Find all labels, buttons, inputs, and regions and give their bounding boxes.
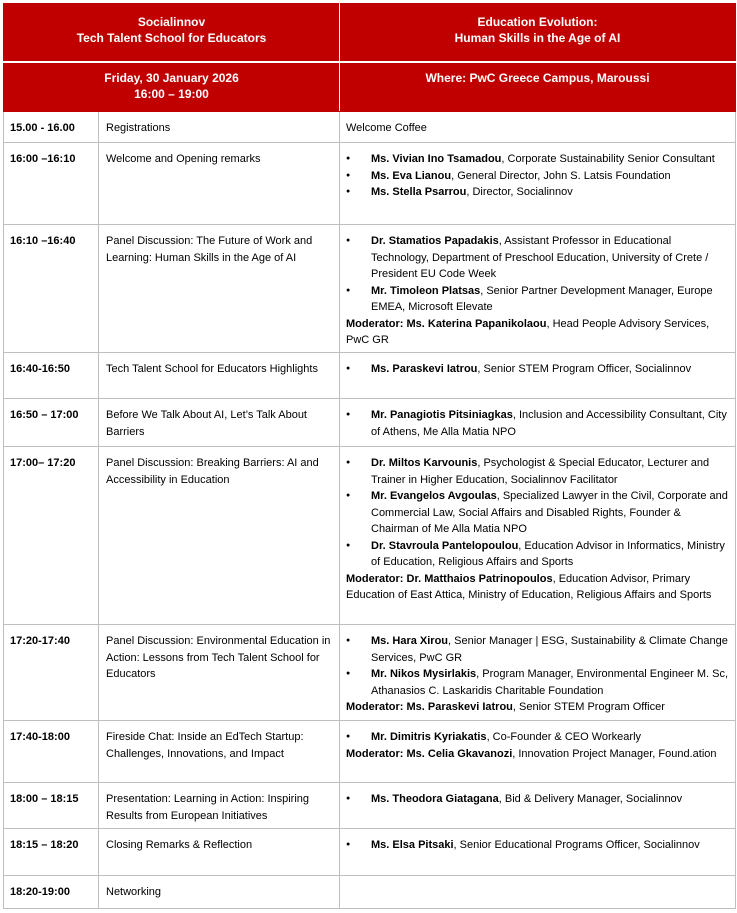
list-item xyxy=(346,455,729,488)
activity-cell: Networking xyxy=(99,876,340,909)
activity-cell: Before We Talk About AI, Let’s Talk About Barriers xyxy=(99,399,340,447)
table-row xyxy=(4,225,736,353)
header-row-date xyxy=(4,62,736,112)
moderator-name: Ms. Celia Gkavanozi xyxy=(406,747,513,760)
speaker-role: , Specialized Lawyer in the Civil, Corporate and Commercial Law, Social Affairs and Disabled Rights, Founder & Chairman of Me Alla Matia NPO xyxy=(371,490,728,535)
time-cell: 15.00 - 16.00 xyxy=(4,112,99,143)
table-row xyxy=(4,721,736,783)
list-item xyxy=(346,184,729,201)
moderator-label: Moderator: xyxy=(346,747,407,760)
list-item xyxy=(346,791,729,808)
activity-cell: Panel Discussion: Breaking Barriers: AI and Accessibility in Education xyxy=(99,447,340,625)
speaker-name: Ms. Hara Xirou xyxy=(371,635,449,647)
speakers-cell xyxy=(340,876,736,909)
list-item xyxy=(346,233,729,283)
time-cell: 18:00 – 18:15 xyxy=(4,783,99,829)
speaker-list xyxy=(346,407,729,440)
moderator-label: Moderator: xyxy=(346,572,407,585)
speaker-name: Dr. Stamatios Papadakis xyxy=(371,235,499,247)
list-item xyxy=(346,666,729,699)
speaker-role: , Senior Partner Development Manager, Europe EMEA, Microsoft Elevate xyxy=(371,284,713,313)
time-cell: 16:50 – 17:00 xyxy=(4,399,99,447)
speaker-name: Mr. Dimitris Kyriakatis xyxy=(371,731,487,743)
moderator-label: Moderator: xyxy=(346,317,407,330)
time-cell: 16:00 –16:10 xyxy=(4,143,99,225)
moderator-line xyxy=(346,746,729,763)
list-item xyxy=(346,488,729,538)
organizer-title-cell xyxy=(4,4,340,62)
speaker-role: , Education Advisor in Informatics, Ministry of Education, Religious Affairs and Sports xyxy=(371,539,725,568)
speaker-name: Ms. Elsa Pitsaki xyxy=(371,839,454,851)
list-item xyxy=(346,151,729,168)
speaker-list xyxy=(346,455,729,571)
time-cell: 17:40-18:00 xyxy=(4,721,99,783)
table-row xyxy=(4,783,736,829)
speakers-cell xyxy=(340,721,736,783)
speaker-name: Ms. Eva Lianou xyxy=(371,169,452,182)
list-item xyxy=(346,729,729,746)
moderator-label: Moderator: xyxy=(346,701,407,713)
event-title-cell xyxy=(340,4,736,62)
speaker-role: , Corporate Sustainability Senior Consultant xyxy=(501,153,715,165)
table-row xyxy=(4,829,736,876)
activity-cell: Registrations xyxy=(99,112,340,143)
moderator-role: , Education Advisor, Primary Education of East Attica, Ministry of Education, Religious Affairs and Sports xyxy=(346,572,712,601)
list-item xyxy=(346,168,729,185)
list-item xyxy=(346,837,729,854)
speaker-list xyxy=(346,729,729,746)
time-cell: 18:15 – 18:20 xyxy=(4,829,99,876)
speaker-role: , Assistant Professor in Educational Technology, Department of Preschool Education, University of Crete / President EU Code Week xyxy=(371,235,709,280)
speakers-cell xyxy=(340,783,736,829)
speakers-cell xyxy=(340,225,736,353)
table-row xyxy=(4,112,736,143)
event-date: Friday, 30 January 2026 xyxy=(104,70,239,85)
table-row xyxy=(4,143,736,225)
list-item xyxy=(346,283,729,316)
list-item xyxy=(346,407,729,440)
time-cell: 16:40-16:50 xyxy=(4,353,99,399)
event-venue: Where: PwC Greece Campus, Maroussi xyxy=(425,70,650,85)
speakers-cell xyxy=(340,399,736,447)
speakers-cell xyxy=(340,625,736,721)
speakers-cell xyxy=(340,143,736,225)
speaker-list xyxy=(346,361,729,378)
moderator-role: , Innovation Project Manager, Found.ation xyxy=(512,747,717,760)
venue-cell xyxy=(340,62,736,112)
activity-cell: Tech Talent School for Educators Highlights xyxy=(99,353,340,399)
speaker-list xyxy=(346,151,729,201)
activity-cell: Presentation: Learning in Action: Inspiring Results from European Initiatives xyxy=(99,783,340,829)
speaker-name: Ms. Paraskevi Iatrou xyxy=(371,363,478,375)
speaker-name: Mr. Nikos Mysirlakis xyxy=(371,668,477,680)
table-row xyxy=(4,353,736,399)
event-title: Education Evolution: xyxy=(477,15,598,29)
time-cell: 16:10 –16:40 xyxy=(4,225,99,353)
time-cell: 18:20-19:00 xyxy=(4,876,99,909)
moderator-name: Dr. Matthaios Patrinopoulos xyxy=(406,572,553,585)
speaker-role: , Director, Socialinnov xyxy=(466,186,573,198)
header-row-title xyxy=(4,4,736,62)
speaker-role: , Program Manager, Environmental Engineer M. Sc, Athanasios C. Laskaridis Charitable Foundation xyxy=(371,668,729,697)
speaker-role: , Inclusion and Accessibility Consultant, City of Athens, Me Alla Matia NPO xyxy=(371,409,727,438)
speaker-name: Ms. Stella Psarrou xyxy=(371,186,467,198)
speaker-name: Dr. Stavroula Pantelopoulou xyxy=(371,539,519,552)
program-name: Tech Talent School for Educators xyxy=(76,31,267,45)
speaker-name: Ms. Theodora Giatagana xyxy=(371,793,499,805)
speaker-list xyxy=(346,837,729,854)
speaker-list xyxy=(346,791,729,808)
event-time: 16:00 – 19:00 xyxy=(134,86,209,101)
activity-cell: Closing Remarks & Reflection xyxy=(99,829,340,876)
speakers-cell xyxy=(340,829,736,876)
activity-cell: Panel Discussion: Environmental Education in Action: Lessons from Tech Talent School for Educators xyxy=(99,625,340,721)
moderator-line xyxy=(346,316,729,349)
moderator-name: Ms. Paraskevi Iatrou xyxy=(406,701,513,713)
speaker-list xyxy=(346,233,729,316)
speakers-cell xyxy=(340,353,736,399)
table-row xyxy=(4,876,736,909)
table-row xyxy=(4,625,736,721)
speaker-role: , Bid & Delivery Manager, Socialinnov xyxy=(498,793,683,805)
date-cell xyxy=(4,62,340,112)
speaker-role: , Senior STEM Program Officer, Socialinnov xyxy=(477,363,692,375)
list-item xyxy=(346,361,729,378)
speaker-role: , Senior Manager | ESG, Sustainability & Climate Change Services, PwC GR xyxy=(371,635,728,664)
organizer-name: Socialinnov xyxy=(137,15,206,29)
speaker-role: , Psychologist & Special Educator, Lecturer and Trainer in Higher Education, Socialinnov Facilitator xyxy=(371,457,710,486)
speaker-role: , Co-Founder & CEO Workearly xyxy=(486,731,642,743)
time-cell: 17:20-17:40 xyxy=(4,625,99,721)
event-subtitle: Human Skills in the Age of AI xyxy=(454,31,621,45)
time-cell: 17:00– 17:20 xyxy=(4,447,99,625)
moderator-role: , Head People Advisory Services, PwC GR xyxy=(346,317,710,346)
activity-cell: Fireside Chat: Inside an EdTech Startup: Challenges, Innovations, and Impact xyxy=(99,721,340,783)
speakers-cell xyxy=(340,447,736,625)
speaker-name: Mr. Timoleon Platsas xyxy=(371,284,481,297)
speaker-role: , General Director, John S. Latsis Foundation xyxy=(451,169,671,182)
speaker-name: Mr. Panagiotis Pitsiniagkas xyxy=(371,409,513,421)
speaker-name: Dr. Miltos Karvounis xyxy=(371,457,478,469)
list-item xyxy=(346,538,729,571)
speaker-list xyxy=(346,633,729,699)
moderator-line xyxy=(346,571,729,604)
list-item xyxy=(346,633,729,666)
table-row xyxy=(4,399,736,447)
moderator-role: , Senior STEM Program Officer xyxy=(512,701,665,713)
activity-cell: Panel Discussion: The Future of Work and Learning: Human Skills in the Age of AI xyxy=(99,225,340,353)
table-row xyxy=(4,447,736,625)
moderator-line xyxy=(346,699,729,716)
moderator-name: Ms. Katerina Papanikolaou xyxy=(406,317,547,330)
speaker-name: Ms. Vivian Ino Tsamadou xyxy=(371,153,502,165)
speaker-name: Mr. Evangelos Avgoulas xyxy=(371,490,497,502)
speaker-role: , Senior Educational Programs Officer, Socialinnov xyxy=(453,839,700,851)
speakers-cell: Welcome Coffee xyxy=(340,112,736,143)
agenda-table xyxy=(3,3,736,909)
activity-cell: Welcome and Opening remarks xyxy=(99,143,340,225)
